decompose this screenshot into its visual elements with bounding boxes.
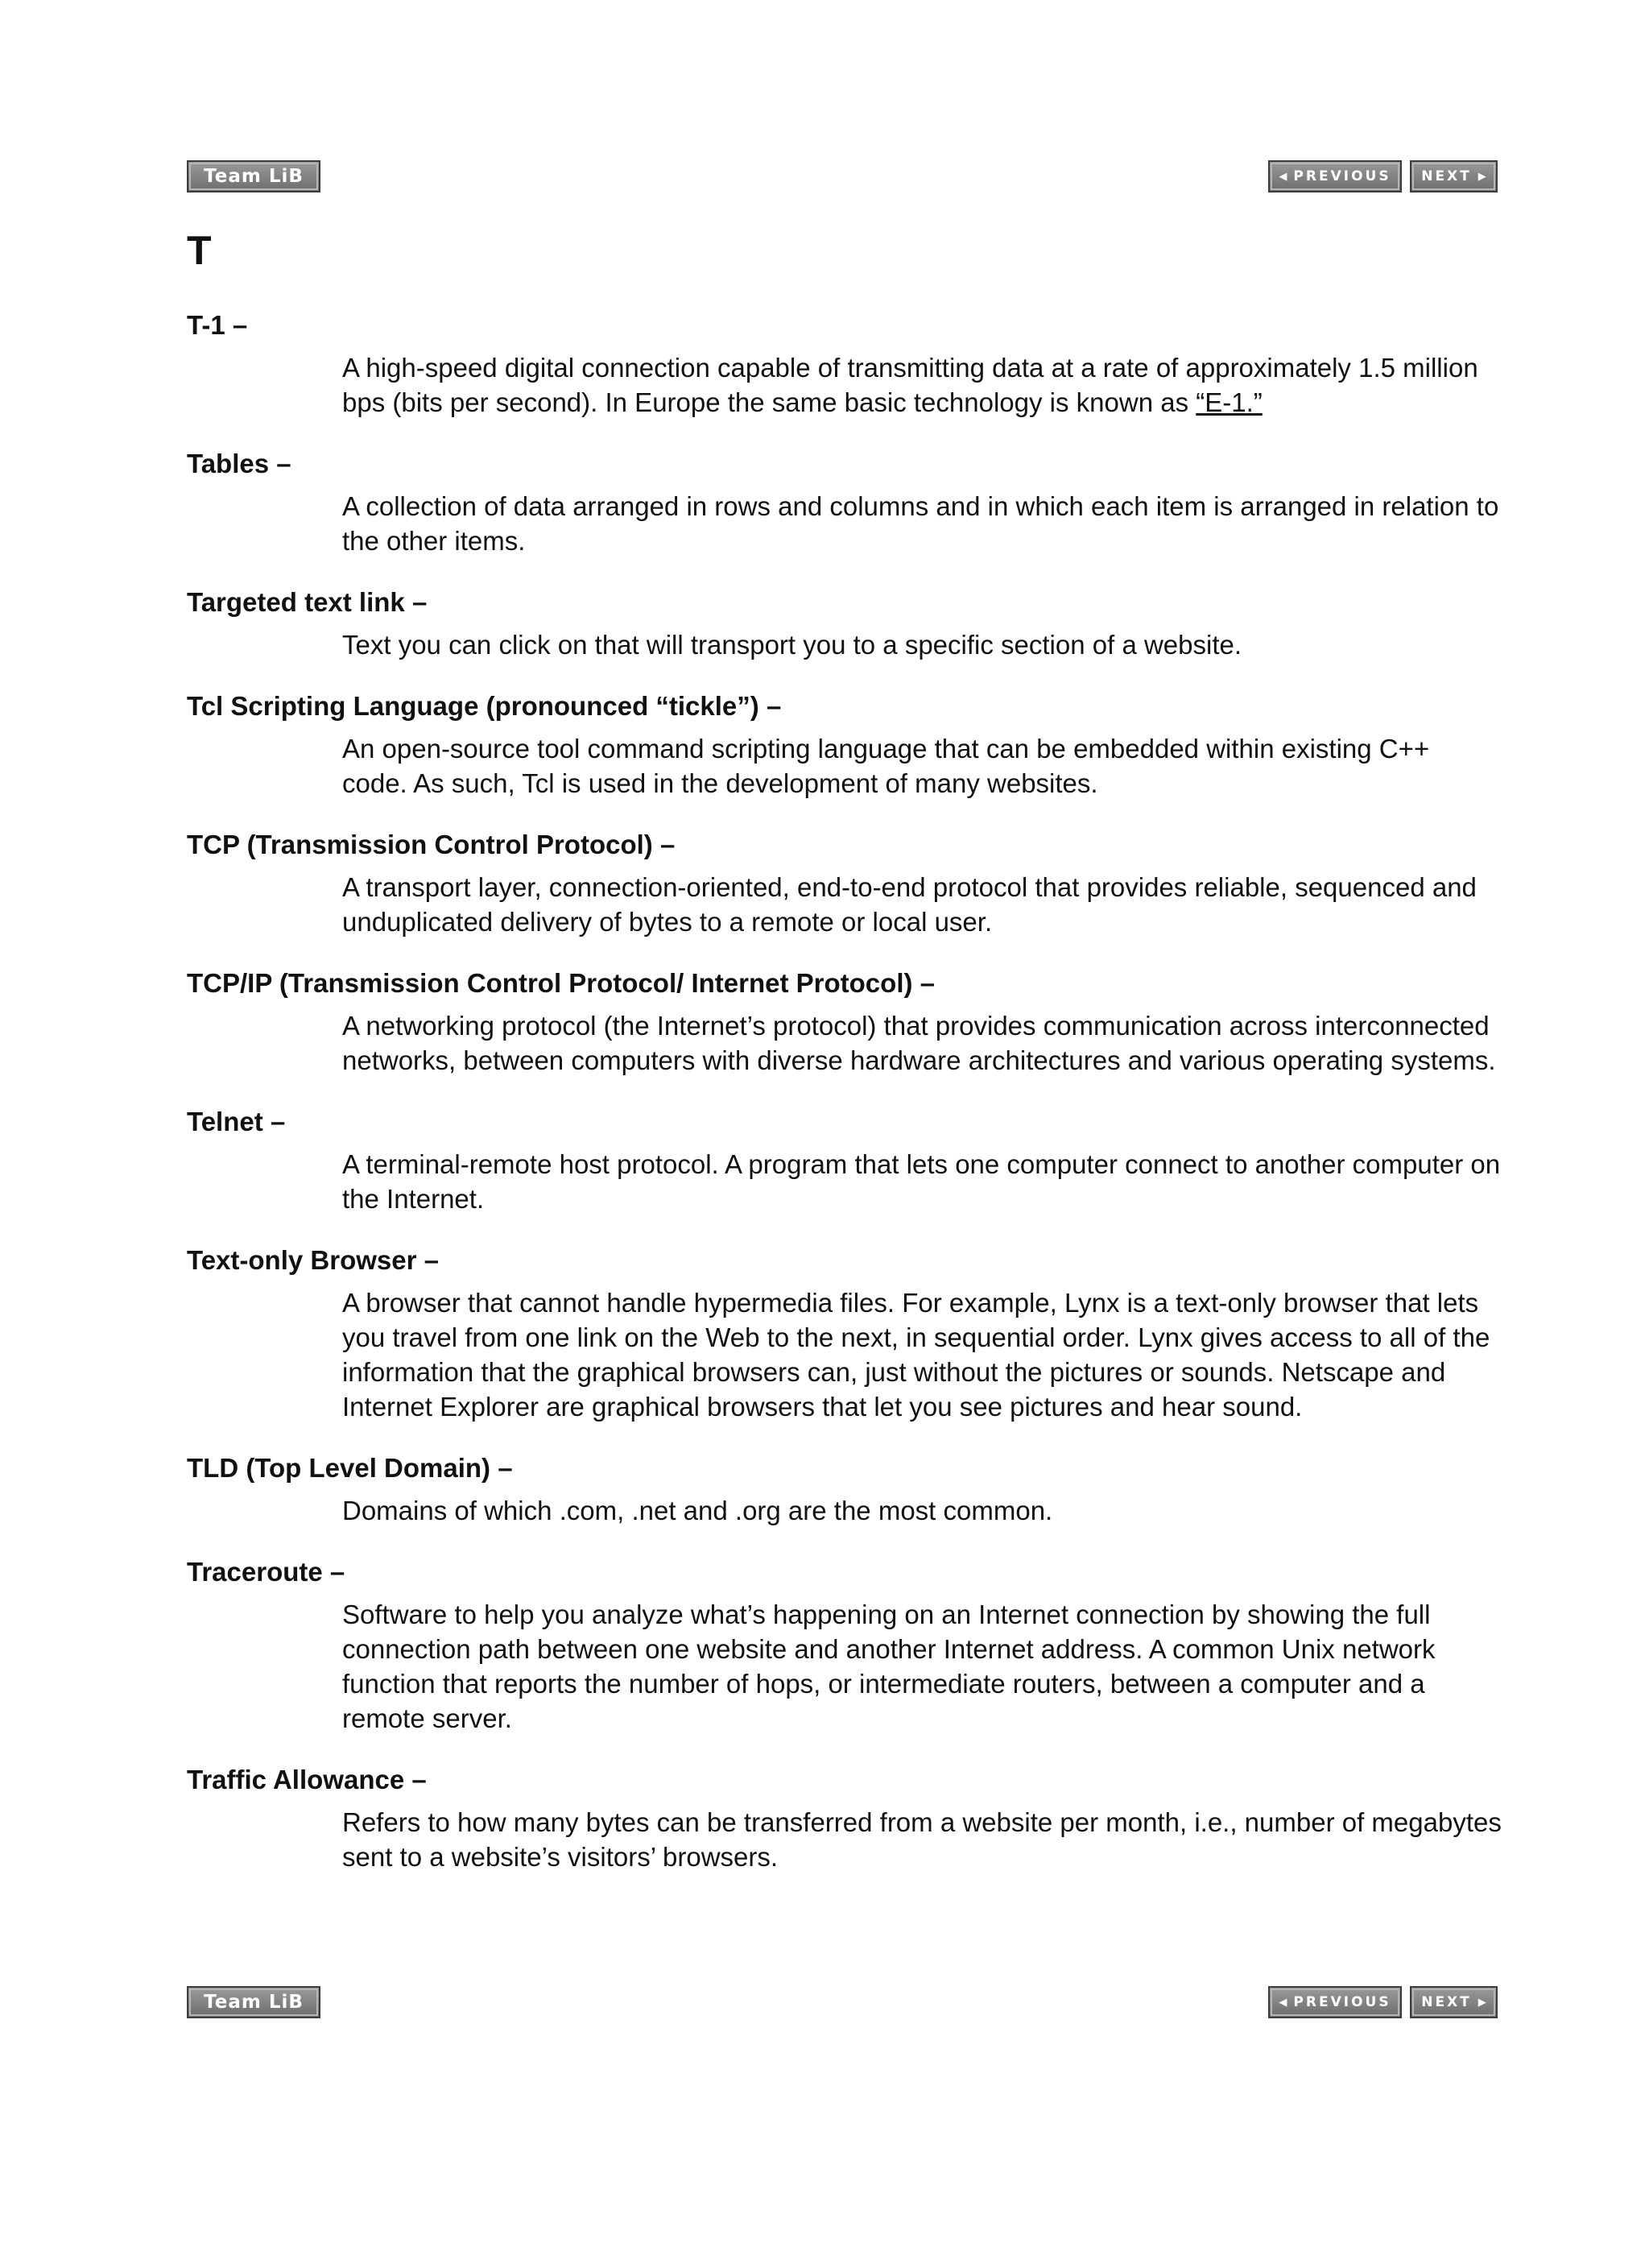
entry-definition-text: A high-speed digital connection capable of transmitting data at a rate of approximately 1.5 million bps (bits per second). In Europe the same basic technology is known as <box>342 353 1478 417</box>
glossary-entry <box>187 966 1498 1078</box>
right-triangle-icon: ▶ <box>1477 1996 1486 2009</box>
next-button[interactable] <box>1410 1986 1498 2018</box>
entry-term: Text-only Browser – <box>187 1245 439 1275</box>
entry-term: Traceroute – <box>187 1557 345 1587</box>
entry-definition: A browser that cannot handle hypermedia files. For example, Lynx is a text-only browser that lets you travel from one link on the Web to the next, in sequential order. Lynx gives access to all of the information that the graphical browsers can, just without the pictures or sounds. Netscape and Internet Explorer are graphical browsers that let you see pictures and hear sound. <box>342 1288 1490 1422</box>
glossary-entry <box>187 689 1498 801</box>
glossary-entry <box>187 1451 1498 1528</box>
entry-definition: Refers to how many bytes can be transferred from a website per month, i.e., number of megabytes sent to a website’s visitors’ browsers. <box>342 1807 1502 1872</box>
glossary-entry <box>187 308 1498 420</box>
glossary-entry <box>187 446 1498 558</box>
entry-definition: A collection of data arranged in rows and columns and in which each item is arranged in relation to the other items. <box>342 491 1499 556</box>
entry-term: Tcl Scripting Language (pronounced “tickle”) – <box>187 691 782 721</box>
top-nav-bar <box>187 160 1498 194</box>
next-label: NEXT <box>1421 168 1472 184</box>
entry-term: Targeted text link – <box>187 587 428 617</box>
next-label: NEXT <box>1421 1994 1472 2010</box>
entry-term: TLD (Top Level Domain) – <box>187 1453 513 1483</box>
glossary-entry <box>187 1243 1498 1424</box>
right-triangle-icon: ▶ <box>1477 170 1486 183</box>
entry-definition: Software to help you analyze what’s happening on an Internet connection by showing the full connection path between one website and another Internet address. A common Unix network function that reports the number of hops, or intermediate routers, between a computer and a remote server. <box>342 1600 1436 1733</box>
team-lib-label: Team LiB <box>204 1992 304 2013</box>
glossary-entry <box>187 1554 1498 1736</box>
team-lib-button[interactable] <box>187 160 320 192</box>
previous-button[interactable] <box>1268 1986 1402 2018</box>
entry-term: Traffic Allowance – <box>187 1765 427 1794</box>
entry-term: Tables – <box>187 449 291 478</box>
entry-term: TCP/IP (Transmission Control Protocol/ Internet Protocol) – <box>187 968 935 998</box>
entry-definition: A transport layer, connection-oriented, end-to-end protocol that provides reliable, sequenced and unduplicated delivery of bytes to a remote or local user. <box>342 872 1477 937</box>
previous-label: PREVIOUS <box>1293 168 1391 184</box>
previous-button[interactable] <box>1268 160 1402 192</box>
glossary-entry <box>187 1104 1501 1216</box>
entry-term: T-1 – <box>187 310 248 340</box>
entry-definition: Domains of which .com, .net and .org are the most common. <box>342 1496 1053 1525</box>
entry-term: TCP (Transmission Control Protocol) – <box>187 830 676 859</box>
entry-definition: A networking protocol (the Internet’s protocol) that provides communication across interconnected networks, between computers with diverse hardware architectures and various operating systems. <box>342 1011 1496 1075</box>
entry-definition <box>342 350 1502 420</box>
bottom-nav-bar <box>187 1986 1498 2020</box>
team-lib-label: Team LiB <box>204 166 304 187</box>
left-triangle-icon: ◀ <box>1279 170 1287 183</box>
entry-definition: A terminal-remote host protocol. A program that lets one computer connect to another computer on the Internet. <box>342 1149 1501 1214</box>
next-button[interactable] <box>1410 160 1498 192</box>
glossary-entry <box>187 827 1498 939</box>
glossary-entries <box>187 308 1502 1901</box>
entry-definition: An open-source tool command scripting language that can be embedded within existing C++ code. As such, Tcl is used in the development of many websites. <box>342 734 1430 798</box>
e1-link[interactable]: “E-1.” <box>1196 387 1263 417</box>
section-letter: T <box>187 228 212 273</box>
team-lib-button[interactable] <box>187 1986 320 2018</box>
glossary-entry <box>187 1762 1502 1874</box>
left-triangle-icon: ◀ <box>1279 1996 1287 2009</box>
previous-label: PREVIOUS <box>1293 1994 1391 2010</box>
glossary-entry <box>187 585 1498 662</box>
entry-term: Telnet – <box>187 1107 286 1136</box>
entry-definition: Text you can click on that will transport you to a specific section of a website. <box>342 630 1242 660</box>
